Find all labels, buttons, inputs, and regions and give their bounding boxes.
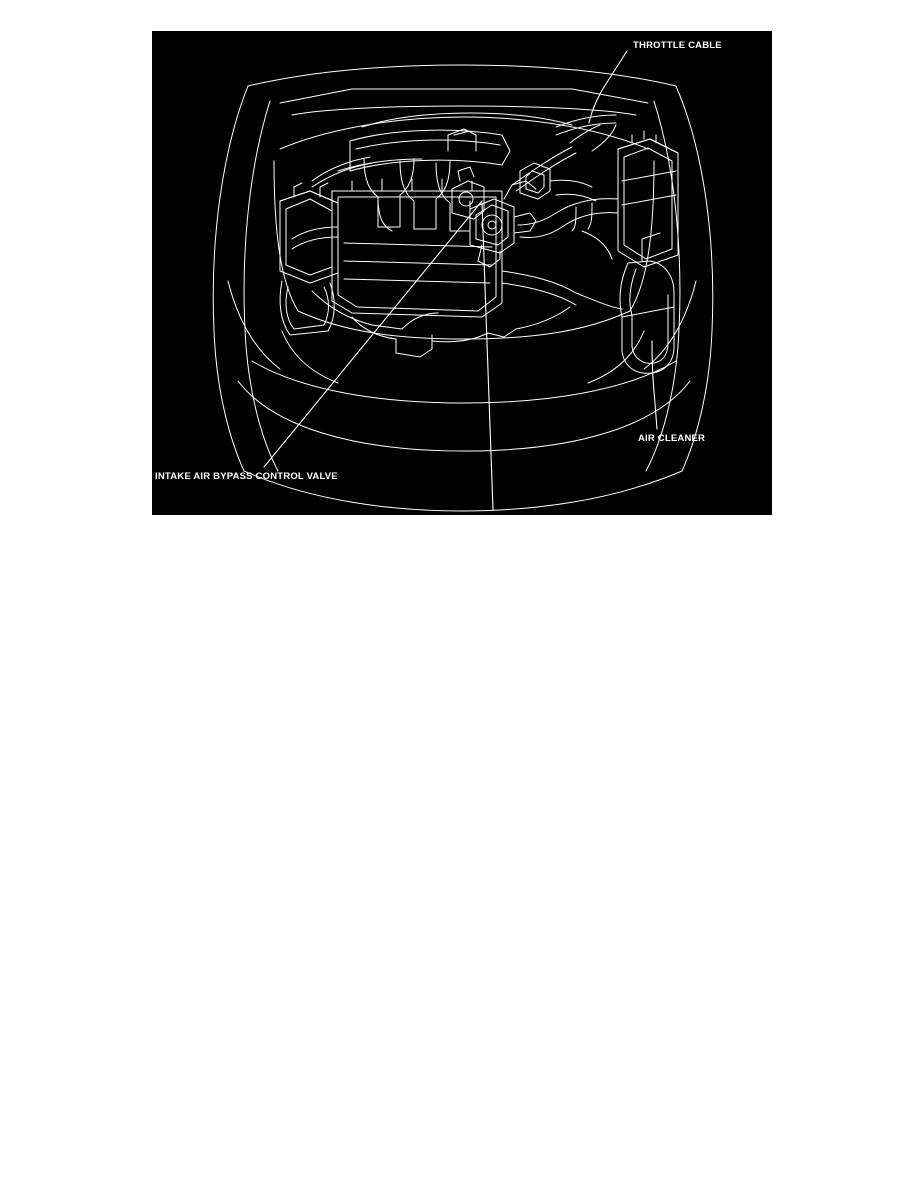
engine-compartment-figure [152,31,772,526]
callout-label-air-cleaner: AIR CLEANER [638,433,706,444]
callout-label-throttle-cable: THROTTLE CABLE [633,40,722,51]
callout-label-intake-air-bypass-control-valve: INTAKE AIR BYPASS CONTROL VALVE [155,471,338,482]
callout-label-throttle-body: THROTTLE BODY [438,515,522,526]
